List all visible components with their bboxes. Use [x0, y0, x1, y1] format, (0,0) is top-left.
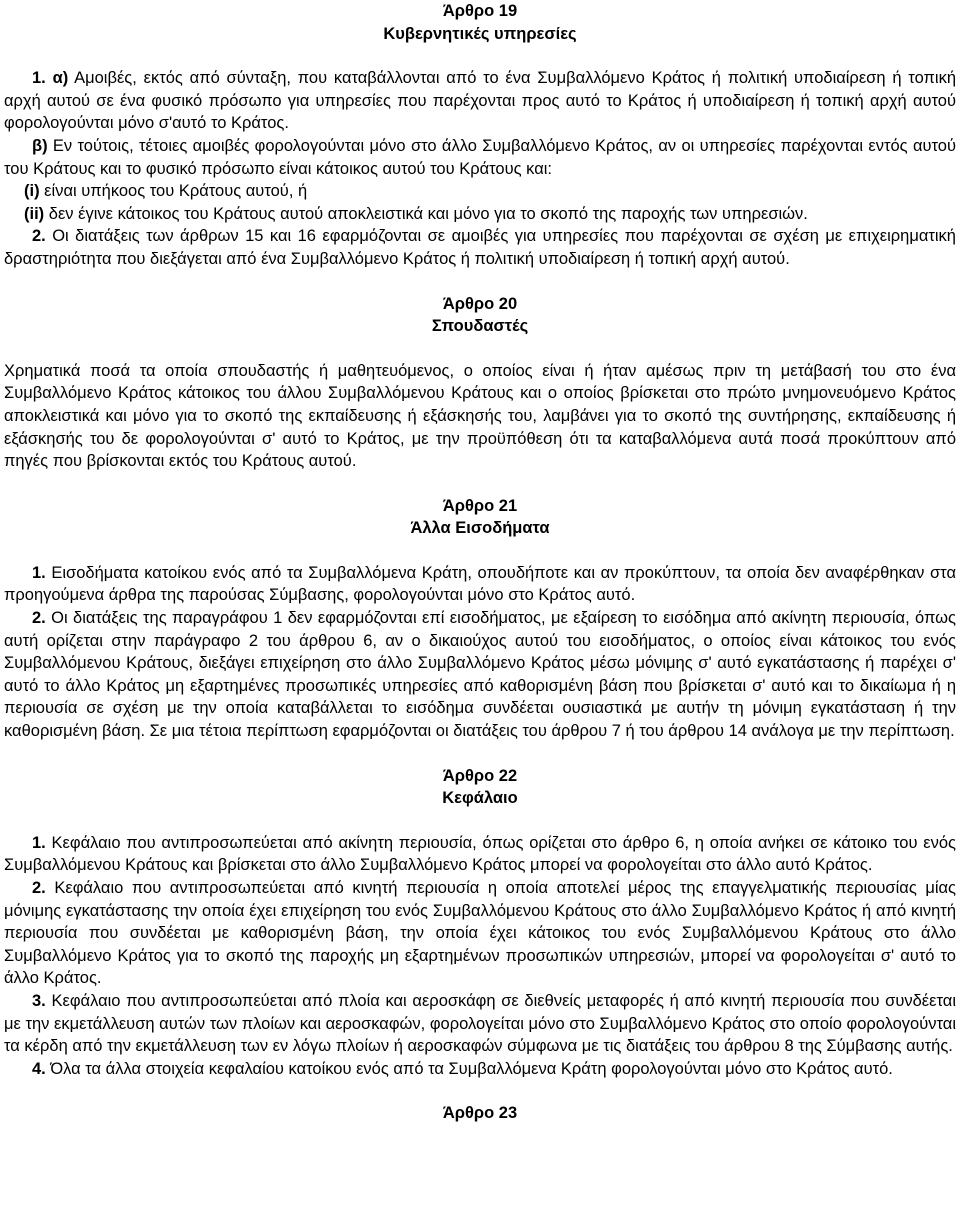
article-22-paragraph-2 — [4, 877, 956, 990]
paragraph-text: Οι διατάξεις των άρθρων 15 και 16 εφαρμόζονται σε αμοιβές για υπηρεσίες που παρέχονται σε σχέση με επιχειρηματική δραστηριότητα που διεξάγεται από ένα Συμβαλλόμενο Κράτος ή πολιτική υποδιαίρεση ή τοπική αρχή αυτού. — [4, 227, 956, 268]
article-20-paragraph: Χρηματικά ποσά τα οποία σπουδαστής ή μαθητευόμενος, ο οποίος είναι ή ήταν αμέσως πριν τη μετάβασή του στο ένα Συμβαλλόμενο Κράτος κάτοικος του άλλου Συμβαλλόμενου Κράτους και ο οποίος βρίσκεται στο πρώτο μνημονευόμενο Κράτος αποκλειστικά και μόνο για το σκοπό της εκπαίδευσης ή εξάσκησής του, λαμβάνει για το σκοπό της συντήρησης, εκπαίδευσης ή εξάσκησής του δε φορολογούνται σ' αυτό το Κράτος, με την προϋπόθεση ότι τα καταβαλλόμενα αυτά ποσά προκύπτουν από πηγές που βρίσκονται εκτός του Κράτους αυτού. — [4, 361, 956, 471]
article-21-paragraph-1 — [4, 562, 956, 607]
article-23 — [4, 1102, 956, 1125]
paragraph-text: Κεφάλαιο που αντιπροσωπεύεται από πλοία και αεροσκάφη σε διεθνείς μεταφορές ή από κινητή περιουσία που συνδέεται με την εκμετάλλευση αυτών των πλοίων και αεροσκαφών, φορολογείται μόνο στο Συμβαλλόμενο Κράτος στο οποίο φορολογούνται τα κέρδη από την εκμετάλλευση των εν λόγω πλοίων ή αεροσκαφών σύμφωνα με τις διατάξεις του άρθρου 8 της Σύμβασης αυτής. — [4, 991, 956, 1056]
item-text: δεν έγινε κάτοικος του Κράτους αυτού αποκλειστικά και μόνο για το σκοπό της παροχής των υπηρεσιών. — [48, 204, 808, 223]
article-22-paragraph-4 — [4, 1058, 956, 1081]
article-19-subtitle: Κυβερνητικές υπηρεσίες — [383, 24, 577, 43]
article-19-item-i — [4, 180, 956, 203]
article-23-title: Άρθρο 23 — [442, 1104, 518, 1123]
paragraph-text: Όλα τα άλλα στοιχεία κεφαλαίου κατοίκου ενός από τα Συμβαλλόμενα Κράτη φορολογούνται μόνο στο Κράτος αυτό. — [50, 1059, 893, 1078]
paragraph-number: 4. — [32, 1059, 46, 1078]
paragraph-text: Αμοιβές, εκτός από σύνταξη, που καταβάλλονται από το ένα Συμβαλλόμενο Κράτος ή πολιτική υποδιαίρεση ή τοπική αρχή αυτού σε ένα φυσικό πρόσωπο για υπηρεσίες που παρέχονται προς αυτό το Κράτος ή υποδιαίρεση ή τοπική αρχή αυτού φορολογούνται μόνο σ'αυτό το Κράτος. — [4, 69, 956, 133]
paragraph-text: Οι διατάξεις της παραγράφου 1 δεν εφαρμόζονται επί εισοδήματος, με εξαίρεση το εισόδημα από ακίνητη περιουσία, όπως αυτή ορίζεται στην παράγραφο 2 του άρθρου 6, αν ο δικαιούχος αυτού του εισοδήματος, ο οποίος είναι κάτοικος του ενός Συμβαλλόμενου Κράτους, διεξάγει επιχείρηση στο άλλο Συμβαλλόμενο Κράτος μέσω μόνιμης σ' αυτό εγκατάστασης ή παρέχει σ' αυτό το άλλο Κράτος μη εξαρτημένες προσωπικές υπηρεσίες από καθορισμένη βάση που βρίσκεται σ' αυτό και το δικαίωμα ή η περιουσία σε σχέση με την οποία καταβάλλεται το εισόδημα συνδέεται ουσιαστικά με αυτήν τη μόνιμη εγκατάσταση ή την καθορισμένη βάση. Σε μια τέτοια περίπτωση εφαρμόζονται οι διατάξεις του άρθρου 7 ή του άρθρου 14 ανάλογα με την περίπτωση. — [4, 609, 956, 741]
article-21 — [4, 495, 956, 743]
article-22-title: Άρθρο 22 — [442, 766, 518, 785]
paragraph-number: 1. — [32, 69, 46, 88]
item-label: α) — [52, 69, 69, 88]
article-22-paragraph-1 — [4, 832, 956, 877]
article-22-subtitle: Κεφάλαιο — [442, 789, 518, 808]
item-label: β) — [32, 136, 48, 155]
article-21-subtitle: Άλλα Εισοδήματα — [410, 519, 550, 538]
article-19-paragraph-2 — [4, 225, 956, 270]
item-label: (i) — [24, 182, 40, 201]
article-20-title: Άρθρο 20 — [442, 294, 518, 313]
paragraph-number: 2. — [32, 609, 46, 628]
article-21-paragraph-2 — [4, 607, 956, 743]
article-21-title: Άρθρο 21 — [442, 496, 518, 515]
item-text: είναι υπήκοος του Κράτους αυτού, ή — [44, 182, 308, 201]
item-label: (ii) — [24, 204, 45, 223]
paragraph-number: 3. — [32, 991, 46, 1010]
article-20-subtitle: Σπουδαστές — [431, 317, 529, 336]
article-19-paragraph-1a — [4, 67, 956, 135]
article-19-title: Άρθρο 19 — [442, 2, 518, 20]
article-19-paragraph-1b — [4, 135, 956, 180]
article-20 — [4, 293, 956, 473]
article-22 — [4, 765, 956, 1081]
paragraph-number: 1. — [32, 563, 46, 582]
article-19 — [4, 0, 956, 271]
paragraph-text: Κεφάλαιο που αντιπροσωπεύεται από ακίνητη περιουσία, όπως ορίζεται στο άρθρο 6, η οποία ανήκει σε κάτοικο του ενός Συμβαλλόμενου Κράτους και βρίσκεται στο άλλο Συμβαλλόμενο Κράτος μπορεί να φορολογείται στο άλλο αυτό Κράτος. — [4, 833, 956, 875]
paragraph-text: Εν τούτοις, τέτοιες αμοιβές φορολογούνται μόνο στο άλλο Συμβαλλόμενο Κράτος, αν οι υπηρεσίες παρέχονται εντός αυτού του Κράτους και το φυσικό πρόσωπο είναι κάτοικος αυτού του Κράτους και: — [4, 136, 956, 178]
paragraph-number: 2. — [32, 227, 46, 246]
document-page — [4, 0, 956, 1125]
paragraph-number: 2. — [32, 879, 46, 897]
paragraph-text: Εισοδήματα κατοίκου ενός από τα Συμβαλλόμενα Κράτη, οπουδήποτε και αν προκύπτουν, τα οποία δεν αναφέρθηκαν στα προηγούμενα άρθρα της παρούσας Σύμβασης, φορολογούνται μόνο στο Κράτος αυτό. — [4, 563, 956, 605]
paragraph-text: Κεφάλαιο που αντιπροσωπεύεται από κινητή περιουσία η οποία αποτελεί μέρος της επαγγελματικής περιουσίας μίας μόνιμης εγκατάστασης την οποία έχει επιχείρηση του ενός Συμβαλλόμενου Κράτους στο άλλο Συμβαλλόμενο Κράτος ή από κινητή περιουσία που συνδέεται με καθορισμένη βάση, την οποία έχει κάτοικος του ενός Συμβαλλόμενου Κράτους στο άλλο Συμβαλλόμενο Κράτος για το σκοπό της παροχής μη εξαρτημένων προσωπικών υπηρεσιών, μπορεί να φορολογείται σ' αυτό το άλλο Κράτος. — [4, 879, 956, 988]
article-19-item-ii — [4, 203, 956, 226]
paragraph-number: 1. — [32, 833, 46, 852]
article-22-paragraph-3 — [4, 990, 956, 1058]
